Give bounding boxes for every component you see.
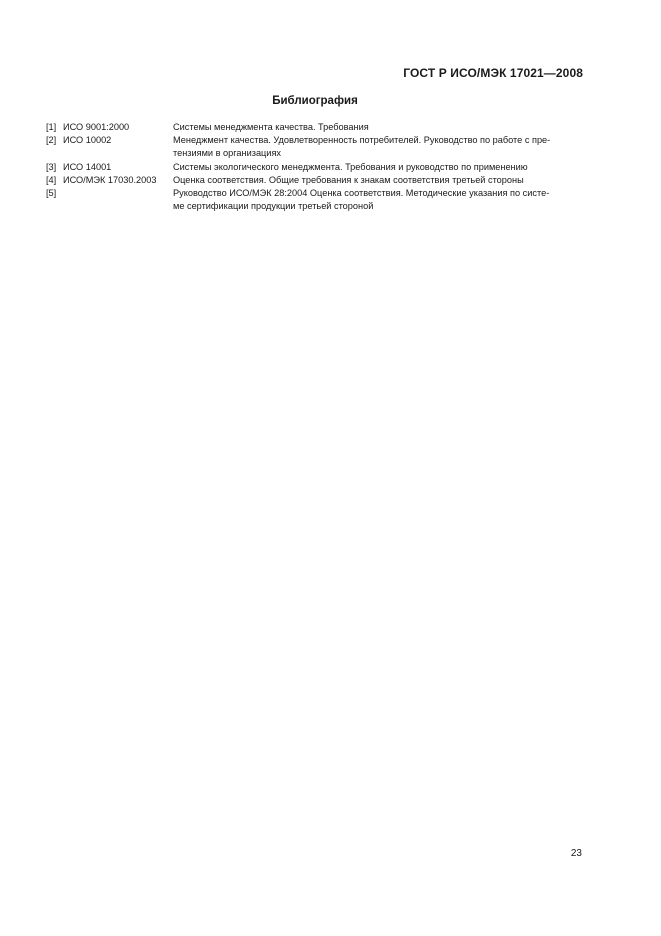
bibliography-entry (46, 134, 586, 160)
entry-title-line: тензиями в организациях (173, 148, 282, 159)
entry-title-line: Системы экологического менеджмента. Требования и руководство по применению (173, 161, 528, 172)
entry-title (173, 161, 586, 174)
entry-document-code: ИСО 14001 (63, 161, 112, 172)
entry-title-line: Системы менеджмента качества. Требования (173, 122, 369, 132)
bibliography-list (46, 121, 586, 213)
section-title: Библиография (272, 95, 358, 107)
entry-number: [3] (46, 161, 57, 172)
entry-title (173, 121, 586, 134)
bibliography-entry (46, 161, 586, 174)
entry-document-code (63, 187, 173, 213)
entry-document-code: ИСО 10002 (63, 135, 112, 146)
entry-number: [1] (46, 122, 57, 132)
entry-number: [2] (46, 135, 57, 146)
entry-title-line: Менеджмент качества. Удовлетворенность потребителей. Руководство по работе с пре- (173, 135, 551, 146)
entry-title (173, 187, 586, 213)
entry-title (173, 174, 586, 187)
entry-title-line: Оценка соответствия. Общие требования к знакам соответствия третьей стороны (173, 174, 524, 185)
entry-title (173, 134, 586, 160)
entry-number: [5] (46, 188, 57, 199)
entry-document-code: ИСО 9001:2000 (63, 122, 130, 132)
document-code-header: ГОСТ Р ИСО/МЭК 17021—2008 (403, 66, 583, 80)
entry-document-code: ИСО/МЭК 17030.2003 (63, 174, 157, 185)
entry-title-line: ме сертификации продукции третьей стороной (173, 201, 374, 212)
page-number: 23 (570, 848, 582, 859)
bibliography-entry (46, 121, 586, 134)
entry-number: [4] (46, 174, 57, 185)
bibliography-entry (46, 174, 586, 187)
bibliography-entry (46, 187, 586, 213)
entry-title-line: Руководство ИСО/МЭК 28:2004 Оценка соответствия. Методические указания по систе- (173, 188, 550, 199)
